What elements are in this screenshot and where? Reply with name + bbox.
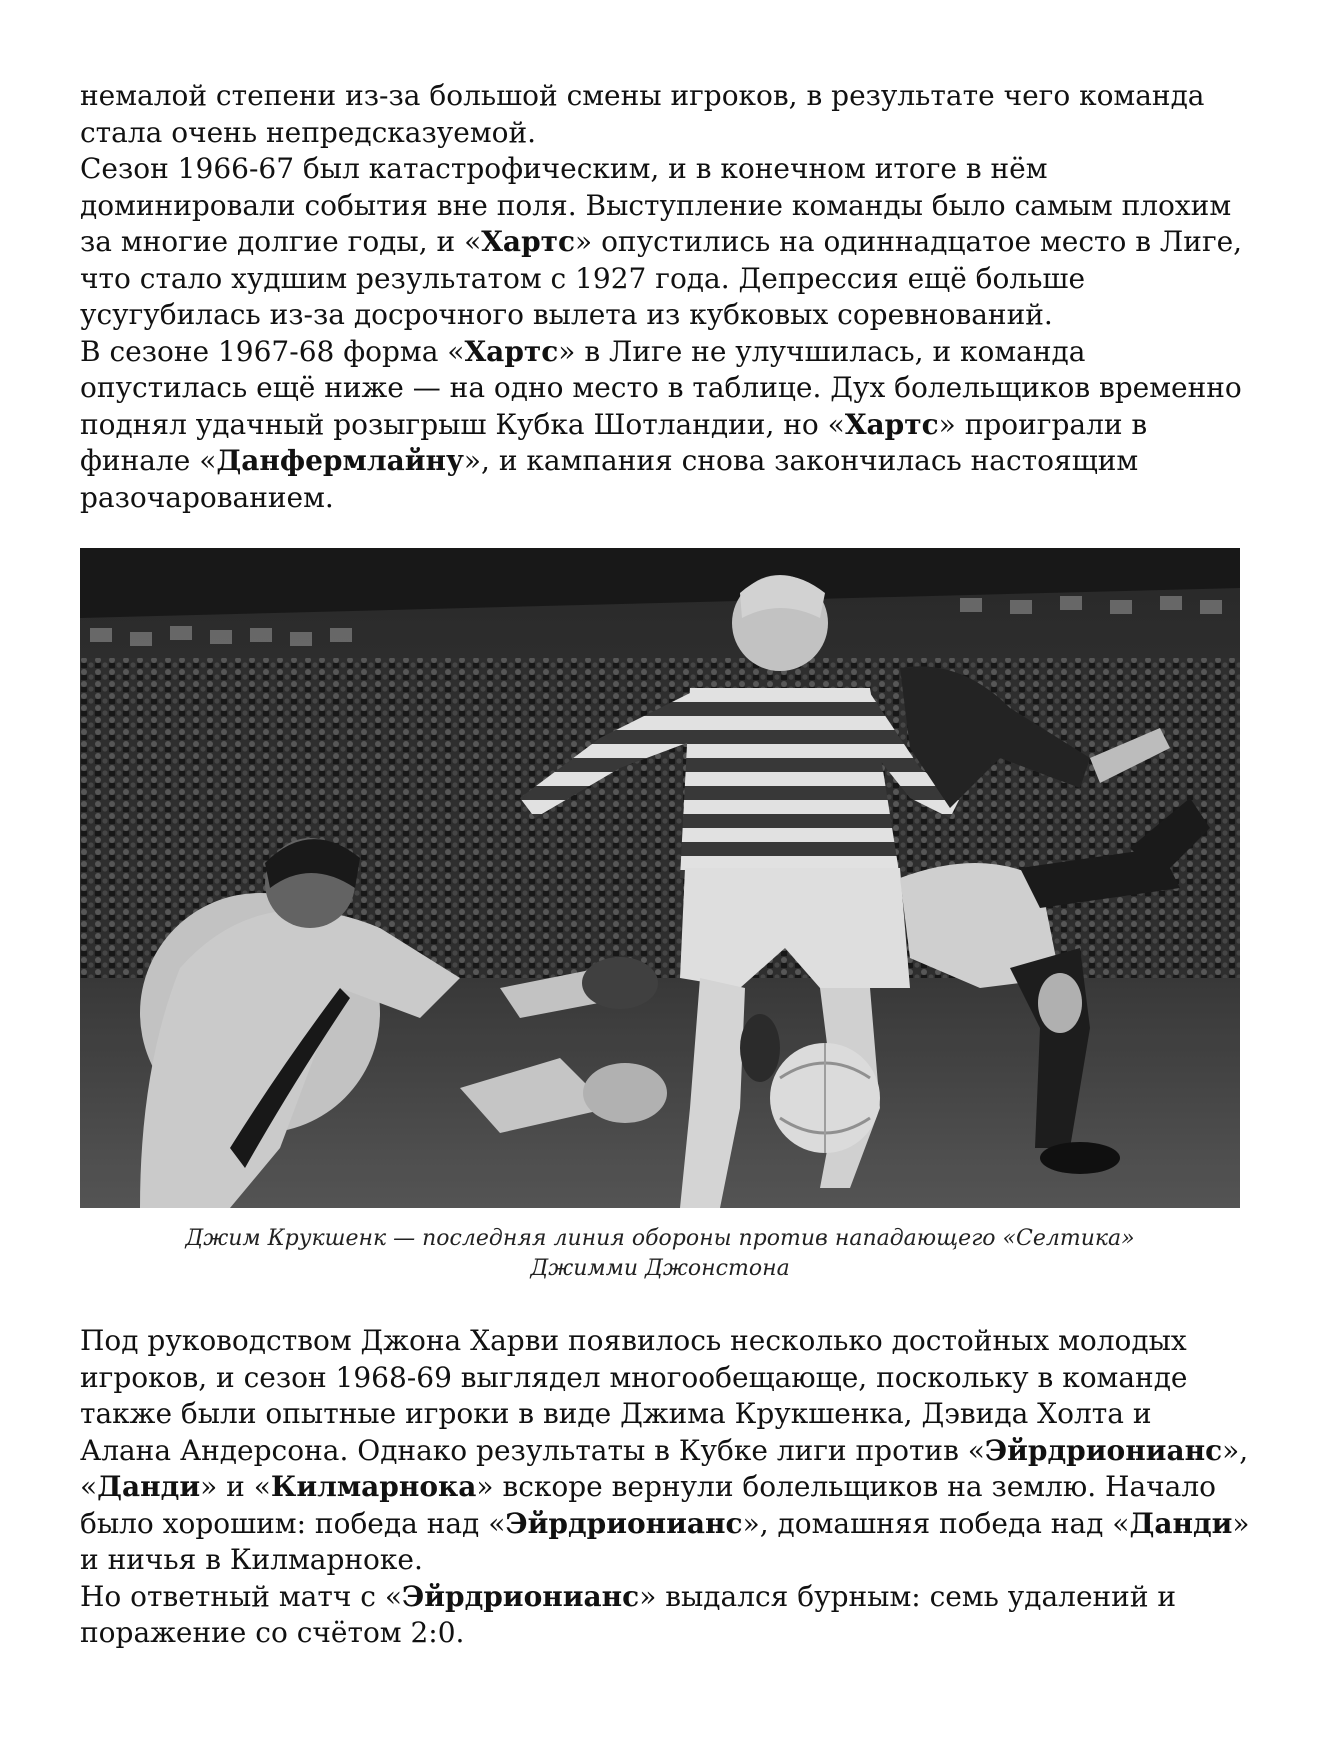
team-name: Данди	[1129, 1506, 1233, 1540]
team-name: Эйрдрионианс	[984, 1433, 1223, 1467]
team-name: Данфермлайну	[216, 444, 464, 477]
match-photo	[80, 548, 1240, 1208]
team-name: Эйрдрионианс	[401, 1579, 640, 1613]
team-name: Эйрдрионианс	[505, 1506, 743, 1540]
team-name: Хартс	[481, 225, 576, 258]
team-name: Хартс	[844, 407, 939, 441]
body-paragraph-1: немалой степени из-за большой смены игроков, в результате чего команда стала очень непредсказуемой. Сезон 1966-67 был катастрофическим, и в конечном итоге в нём доминировали события вне поля. Выступление команды было самым плохим за многие долгие годы, и «Хартс» опустились на одиннадцатое место в Лиге, что стало худшим результатом с 1927 года. Депрессия ещё больше усугубилась из-за досрочного вылета из кубковых соревнований. В сезоне 1967-68 форма «Хартс» в Лиге не улучшилась, и команда опустилась ещё ниже — на одно место в таблице. Дух болельщиков временно поднял удачный розыгрыш Кубка Шотландии, но «Хартс» проиграли в финале «Данфермлайну», и кампания снова закончилась настоящим разочарованием.	[80, 79, 1243, 514]
body-paragraph-2: Под руководством Джона Харви появилось несколько достойных молодых игроков, и сезон 1968-69 выглядел многообещающе, поскольку в команде также были опытные игроки в виде Джима Крукшенка, Дэвида Холта и Алана Андерсона. Однако результаты в Кубке лиги против «Эйрдрионианс», «Данди» и «Килмарнока» вскоре вернули болельщиков на землю. Начало было хорошим: победа над «Эйрдрионианс», домашняя победа над «Данди» и ничья в Килмарноке. Но ответный матч с «Эйрдрионианс» выдался бурным: семь удалений и поражение со счётом 2:0.	[80, 1324, 1250, 1649]
team-name: Данди	[97, 1470, 201, 1503]
team-name: Килмарнока	[270, 1470, 477, 1503]
team-name: Хартс	[464, 334, 559, 368]
caption-line-2: Джимми Джонстона	[530, 1256, 790, 1281]
caption-line-1: Джим Крукшенк — последняя линия обороны против нападающего «Селтика»	[185, 1226, 1135, 1251]
photo-caption	[80, 1224, 1240, 1284]
